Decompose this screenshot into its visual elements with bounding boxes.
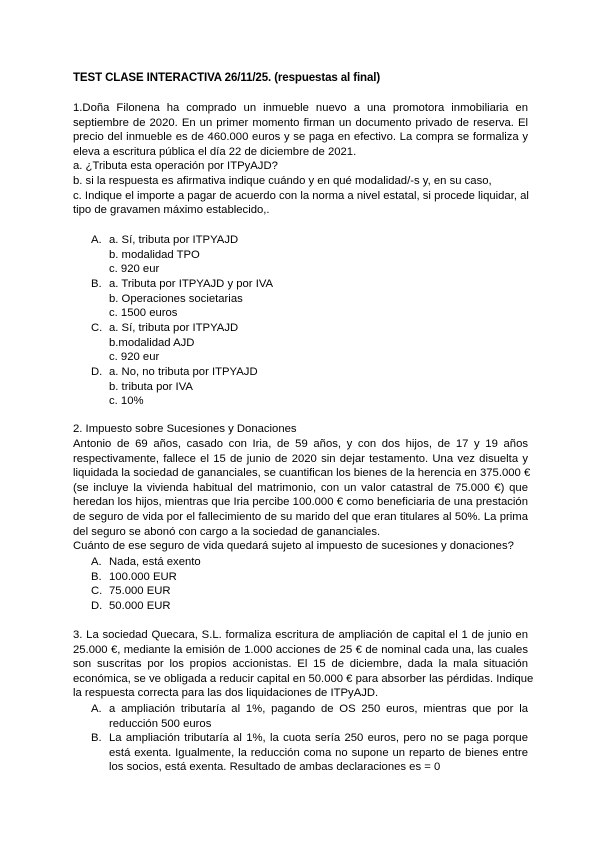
- q1-option-a-part-b: b. modalidad TPO: [109, 249, 200, 261]
- q1-option-a-letter: A.: [91, 234, 102, 246]
- q1-line: tipo de gravamen máximo establecido,.: [73, 204, 270, 217]
- q2-line: heredan los hijos, mientras que Iria percibe 100.000 € como beneficiaria de una prestación: [73, 496, 528, 509]
- q2-option-d-letter: D.: [91, 600, 103, 612]
- q1-option-c-letter: C.: [91, 322, 103, 334]
- q1-option-a-part-a: a. Sí, tributa por ITPYAJD: [109, 234, 239, 246]
- q1-line: b. si la respuesta es afirmativa indique cuándo y en qué modalidad/-s y, en su caso,: [73, 174, 492, 187]
- q1-option-b-part-b: b. Operaciones societarias: [109, 293, 243, 305]
- q2-line: de seguro de vida por el fallecimiento de su marido del que eran titulares al 50%. La prima: [73, 510, 528, 523]
- q1-line: 1.Doña Filonena ha comprado un inmueble nuevo a una promotora inmobiliaria en: [73, 102, 528, 114]
- document-title: TEST CLASE INTERACTIVA 26/11/25. (respuestas al final): [73, 72, 381, 84]
- q1-option-a-part-c: c. 920 eur: [109, 263, 160, 275]
- q3-line: 3. La sociedad Quecara, S.L. formaliza escritura de ampliación de capital el 1 de junio en: [73, 629, 528, 641]
- question-1-statement: [73, 101, 528, 218]
- q2-option-b-letter: B.: [91, 571, 102, 583]
- q2-option-d-text: 50.000 EUR: [109, 600, 171, 612]
- q1-option-c-part-b: b.modalidad AJD: [109, 337, 195, 349]
- q3-option-a-text: [109, 702, 528, 731]
- q3-option-a-letter: A.: [91, 703, 102, 715]
- q1-line: eleva a escritura pública el día 22 de diciembre de 2021.: [73, 145, 357, 158]
- q2-line: (se incluye la vivienda habitual del matrimonio, con un valor catastral de 75.000 €) que: [73, 481, 528, 494]
- q2-line: Cuánto de ese seguro de vida quedará sujeto al impuesto de sucesiones y donaciones?: [73, 540, 514, 553]
- q1-line: a. ¿Tributa esta operación por ITPyAJD?: [73, 160, 278, 173]
- q2-option-a-letter: A.: [91, 556, 102, 568]
- q3-line: son suscritas por los propios accionistas. El 15 de diciembre, dada la mala situación: [73, 658, 528, 671]
- q1-line: precio del inmueble es de 460.000 euros y se paga en efectivo. La compra se formaliza y: [73, 131, 528, 144]
- q2-option-b-text: 100.000 EUR: [109, 571, 177, 583]
- q1-option-c-part-a: a. Sí, tributa por ITPYAJD: [109, 322, 239, 334]
- q2-line: liquidada la sociedad de gananciales, se cuantifican los bienes de la herencia en 375.000 €: [73, 467, 531, 480]
- q3-option-b-letter: B.: [91, 732, 102, 744]
- q1-option-b-letter: B.: [91, 278, 102, 290]
- q2-line: Antonio de 69 años, casado con Iria, de 59 años, y con dos hijos, de 17 y 19 años: [73, 438, 528, 450]
- q3-option-a-line: a ampliación tributaría al 1%, pagando de OS 250 euros, mientras que por la: [109, 703, 528, 715]
- q1-option-d-part-c: c. 10%: [109, 395, 144, 407]
- q3-option-b-line: está exenta. Igualmente, la reducción coma no supone un reparto de bienes entre: [109, 746, 528, 759]
- q2-option-c-letter: C.: [91, 585, 103, 597]
- q1-option-d-letter: D.: [91, 366, 103, 378]
- q3-line: económica, se ve obligada a reducir capital en 50.000 € para absorber las pérdidas. Indique: [73, 672, 534, 685]
- q1-option-d-part-b: b. tributa por IVA: [109, 381, 193, 393]
- q1-option-d-part-a: a. No, no tributa por ITPYAJD: [109, 366, 258, 378]
- q2-line: respectivamente, fallece el 15 de junio de 2020 sin dejar testamento. Una vez disuelta y: [73, 452, 528, 465]
- q2-option-c-text: 75.000 EUR: [109, 585, 171, 597]
- question-2-statement: [73, 437, 531, 554]
- q1-option-c-part-c: c. 920 eur: [109, 351, 160, 363]
- q1-line: septiembre de 2020. En un primer momento firman un documento privado de reserva. El: [73, 116, 528, 129]
- q1-line: c. Indique el importe a pagar de acuerdo con la norma a nivel estatal, si procede liquidar, al: [73, 189, 529, 202]
- question-2-heading: 2. Impuesto sobre Sucesiones y Donaciones: [73, 423, 297, 435]
- q3-option-b-line: La ampliación tributaría al 1%, la cuota sería 250 euros, pero no se paga porque: [109, 732, 528, 744]
- q2-line: del seguro se abonó con cargo a la sociedad de gananciales.: [73, 525, 381, 538]
- q1-option-b-part-c: c. 1500 euros: [109, 307, 178, 319]
- q3-option-b-text: [109, 731, 528, 775]
- q3-line: 25.000 €, mediante la emisión de 1.000 acciones de 25 € de nominal cada una, las cuales: [73, 643, 528, 656]
- question-3-statement: [73, 628, 534, 701]
- q2-option-a-text: Nada, está exento: [109, 556, 201, 568]
- q3-line: la respuesta correcta para las dos liquidaciones de ITPyAJD.: [73, 687, 379, 700]
- q1-option-b-part-a: a. Tributa por ITPYAJD y por IVA: [109, 278, 274, 290]
- q3-option-a-line: reducción 500 euros: [109, 717, 212, 730]
- q3-option-b-line: los socios, está exenta. Resultado de ambas declaraciones es = 0: [109, 761, 441, 774]
